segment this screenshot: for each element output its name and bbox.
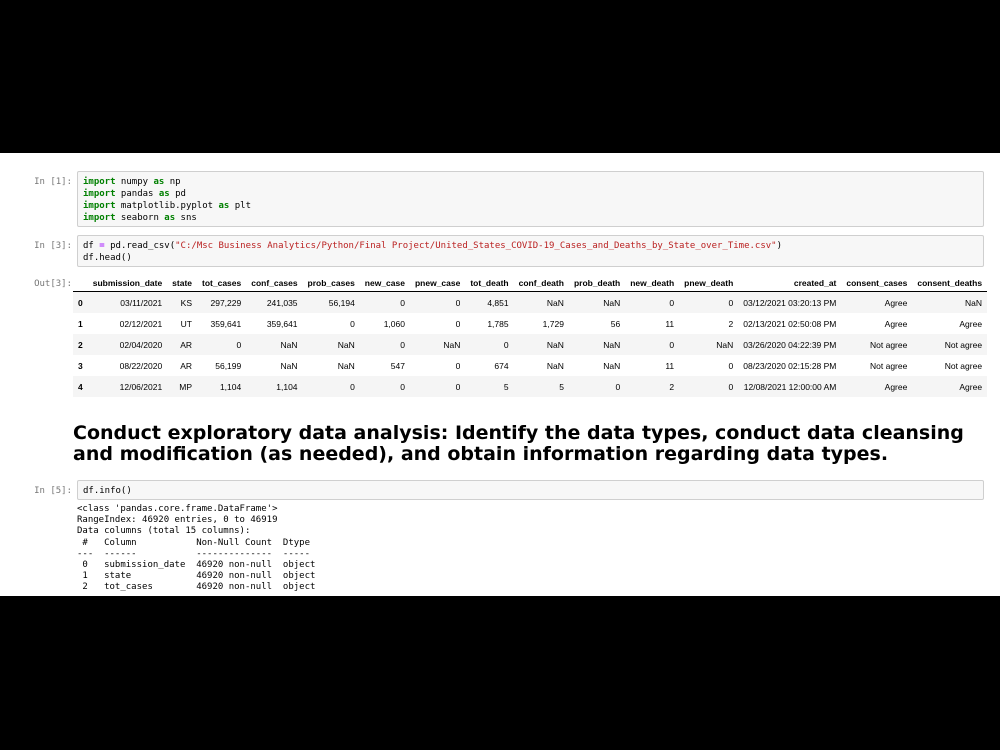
table-cell: 2 — [728, 318, 734, 329]
column-header: pnew_case — [410, 275, 465, 292]
dataframe-table — [73, 275, 987, 397]
table-cell: Agree — [959, 381, 983, 392]
table-cell: 0 — [236, 339, 242, 350]
table-cell: 297,229 — [210, 297, 242, 308]
column-header: prob_cases — [303, 275, 360, 292]
table-cell: 12/08/2021 12:00:00 AM — [743, 381, 837, 392]
table-row — [73, 355, 987, 376]
table-cell: 0 — [455, 297, 461, 308]
column-header: tot_cases — [197, 275, 246, 292]
column-header: state — [167, 275, 197, 292]
table-cell: 1,060 — [383, 318, 405, 329]
table-cell: 4,851 — [487, 297, 509, 308]
table-cell: 11 — [665, 318, 675, 329]
table-cell: 56,199 — [215, 360, 242, 371]
code-line: import matplotlib.pyplot as plt — [83, 201, 251, 211]
column-header: new_death — [625, 275, 679, 292]
table-cell: NaN — [443, 339, 461, 350]
column-header — [73, 275, 88, 292]
code-line: import pandas as pd — [83, 189, 186, 199]
row-index: 1 — [78, 318, 83, 329]
table-cell: 0 — [400, 297, 405, 308]
column-header: created_at — [738, 275, 841, 292]
table-cell: Agree — [959, 318, 983, 329]
column-header: conf_death — [514, 275, 569, 292]
notebook-area — [0, 153, 1000, 596]
table-cell: NaN — [716, 339, 734, 350]
table-cell: 0 — [728, 360, 734, 371]
table-cell: Not agree — [870, 360, 908, 371]
table-cell: AR — [180, 339, 193, 350]
table-cell: 2 — [669, 381, 675, 392]
table-header-row — [73, 275, 987, 292]
table-cell: 547 — [390, 360, 405, 371]
table-cell: NaN — [965, 297, 983, 308]
table-row — [73, 376, 987, 397]
code-line: df.info() — [83, 486, 132, 496]
table-cell: NaN — [603, 360, 621, 371]
table-cell: NaN — [603, 339, 621, 350]
table-cell: 11 — [665, 360, 675, 371]
cell-3-out-prompt: Out[3]: — [34, 279, 72, 289]
table-cell: 12/06/2021 — [119, 381, 163, 392]
table-cell: 02/13/2021 02:50:08 PM — [743, 318, 837, 329]
code-line: df.head() — [83, 253, 132, 263]
table-cell: Agree — [884, 381, 908, 392]
row-index: 4 — [78, 381, 83, 392]
table-cell: Agree — [884, 297, 908, 308]
table-cell: 359,641 — [266, 318, 298, 329]
table-cell: 0 — [400, 381, 405, 392]
table-cell: NaN — [546, 339, 564, 350]
table-cell: NaN — [603, 297, 621, 308]
column-header: conf_cases — [246, 275, 302, 292]
table-cell: 0 — [615, 381, 621, 392]
table-cell: NaN — [546, 360, 564, 371]
table-cell: 08/22/2020 — [119, 360, 163, 371]
table-cell: 0 — [350, 318, 355, 329]
table-cell: 1,785 — [487, 318, 509, 329]
table-cell: 0 — [455, 381, 461, 392]
table-cell: 56,194 — [328, 297, 355, 308]
markdown-heading: Conduct exploratory data analysis: Identify the data types, conduct data cleansing and modification (as needed), and obtain information regarding data types. — [73, 422, 964, 465]
column-header: tot_death — [465, 275, 513, 292]
table-cell: 0 — [503, 339, 509, 350]
table-cell: 5 — [559, 381, 564, 392]
table-cell: 08/23/2020 02:15:28 PM — [743, 360, 837, 371]
table-cell: UT — [180, 318, 193, 329]
table-cell: Not agree — [944, 339, 983, 350]
row-index: 0 — [78, 297, 83, 308]
table-cell: 0 — [350, 381, 355, 392]
info-output: <class 'pandas.core.frame.DataFrame'> RangeIndex: 46920 entries, 0 to 46919 Data columns (total 15 columns): # Column Non-Null Count Dtype --- ------ -------------- ----- 0 submission_date 46920 non-null object 1 state 46920 non-null object 2 tot_cases 46920 non-null object — [77, 504, 316, 593]
table-cell: 5 — [503, 381, 509, 392]
table-cell: NaN — [280, 360, 298, 371]
table-row — [73, 313, 987, 334]
table-cell: 0 — [400, 339, 405, 350]
table-cell: MP — [179, 381, 193, 392]
table-cell: NaN — [337, 360, 355, 371]
table-cell: KS — [180, 297, 193, 308]
column-header: consent_cases — [841, 275, 912, 292]
table-cell: 0 — [455, 360, 461, 371]
table-cell: 02/04/2020 — [119, 339, 163, 350]
table-cell: Not agree — [870, 339, 908, 350]
cell-3-code-input[interactable] — [77, 235, 984, 267]
table-cell: 0 — [669, 297, 675, 308]
cell-5-code-input[interactable] — [77, 480, 984, 500]
code-line: import numpy as np — [83, 177, 181, 187]
table-cell: 03/26/2020 04:22:39 PM — [743, 339, 837, 350]
table-cell: 0 — [669, 339, 675, 350]
table-cell: 359,641 — [210, 318, 242, 329]
column-header: submission_date — [88, 275, 167, 292]
table-cell: 03/12/2021 03:20:13 PM — [743, 297, 837, 308]
table-cell: Agree — [884, 318, 908, 329]
table-cell: 0 — [728, 381, 734, 392]
column-header: new_case — [360, 275, 410, 292]
table-cell: Not agree — [944, 360, 983, 371]
table-cell: 56 — [610, 318, 621, 329]
code-line: import seaborn as sns — [83, 213, 197, 223]
cell-1-code-input[interactable] — [77, 171, 984, 227]
table-cell: 0 — [728, 297, 734, 308]
table-cell: 241,035 — [266, 297, 298, 308]
table-cell: 1,729 — [542, 318, 564, 329]
table-cell: NaN — [280, 339, 298, 350]
code-line: df = pd.read_csv("C:/Msc Business Analytics/Python/Final Project/United_States_COVID-19_Cases_and_Deaths_by_State_over_Time.csv") — [83, 241, 783, 251]
cell-5-prompt: In [5]: — [34, 486, 72, 496]
row-index: 2 — [78, 339, 83, 350]
table-cell: 1,104 — [276, 381, 298, 392]
row-index: 3 — [78, 360, 83, 371]
column-header: prob_death — [569, 275, 625, 292]
cell-3-prompt: In [3]: — [34, 241, 72, 251]
cell-1-prompt: In [1]: — [34, 177, 72, 187]
table-cell: NaN — [337, 339, 355, 350]
table-row — [73, 292, 987, 314]
table-cell: AR — [180, 360, 193, 371]
table-row — [73, 334, 987, 355]
table-cell: 674 — [494, 360, 509, 371]
table-cell: 0 — [455, 318, 461, 329]
table-cell: NaN — [546, 297, 564, 308]
table-cell: 1,104 — [219, 381, 242, 392]
table-cell: 03/11/2021 — [120, 297, 163, 308]
table-cell: 02/12/2021 — [119, 318, 163, 329]
column-header: pnew_death — [679, 275, 738, 292]
column-header: consent_deaths — [912, 275, 987, 292]
